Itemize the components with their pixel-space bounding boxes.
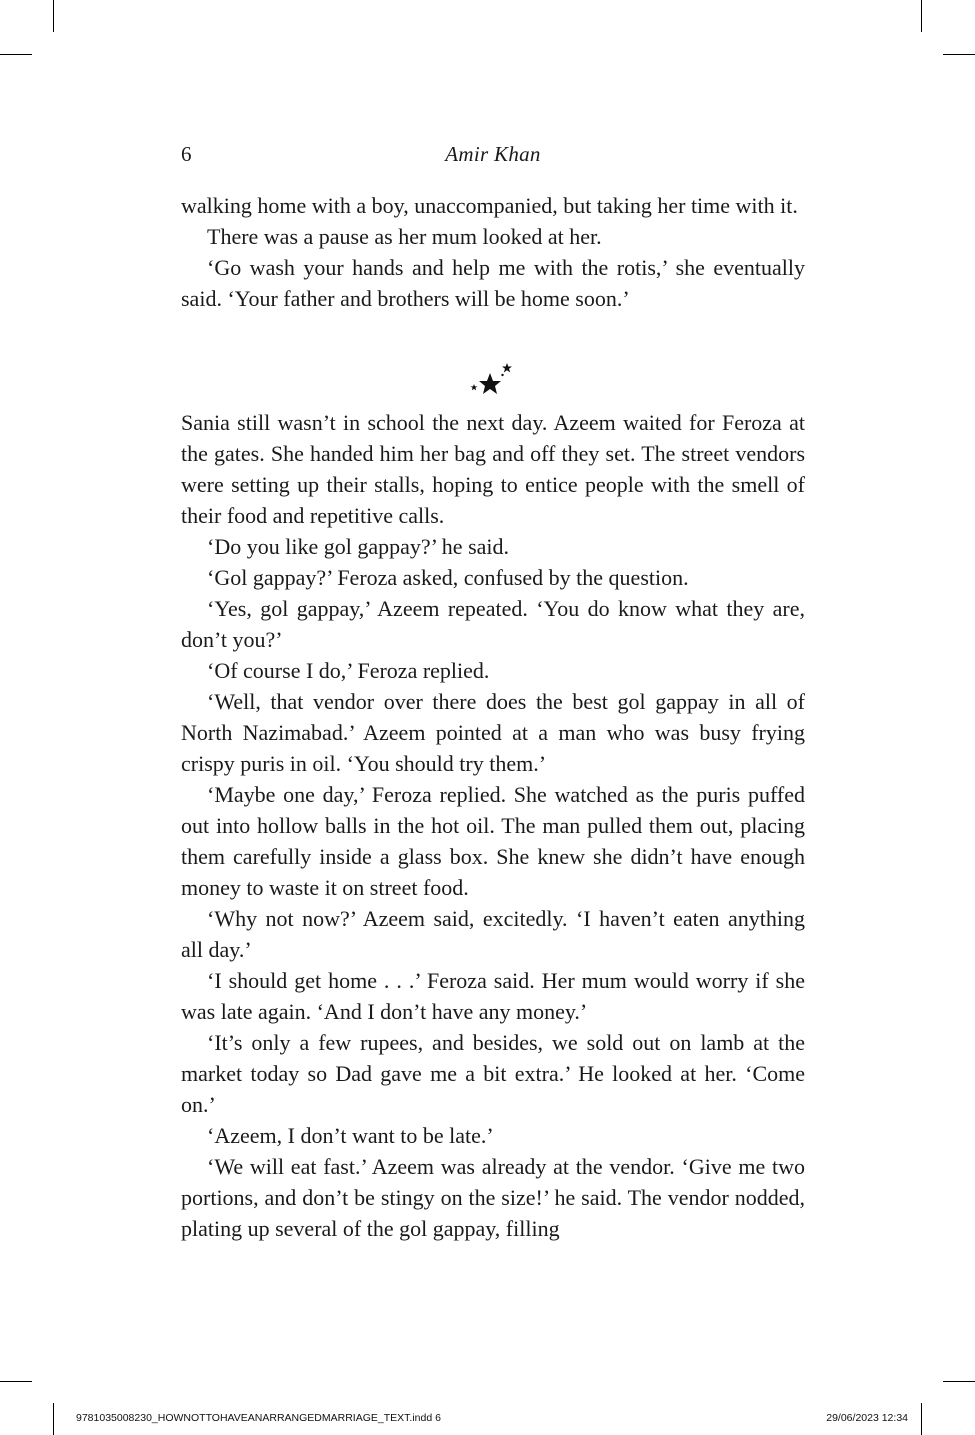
paragraph: ‘It’s only a few rupees, and besides, we sold out on lamb at the market today so Dad gave me a bit extra.’ He looked at her. ‘Come on.’ [181, 1030, 805, 1117]
paragraph: ‘Yes, gol gappay,’ Azeem repeated. ‘You do know what they are, don’t you?’ [181, 596, 805, 652]
page-number: 6 [181, 142, 192, 166]
paragraph: There was a pause as her mum looked at her. [207, 224, 602, 249]
paragraph: ‘We will eat fast.’ Azeem was already at the vendor. ‘Give me two portions, and don’t be stingy on the size!’ he said. The vendor nodded, plating up several of the gol gappay, filling [181, 1154, 805, 1241]
paragraph: ‘Go wash your hands and help me with the rotis,’ she eventually said. ‘Your father and brothers will be home soon.’ [181, 255, 805, 311]
paragraph: ‘Of course I do,’ Feroza replied. [207, 658, 490, 683]
paragraph: ‘Maybe one day,’ Feroza replied. She watched as the puris puffed out into hollow balls in the hot oil. The man pulled them out, placing them carefully inside a glass box. She knew she didn’t have enough money to waste it on street food. [181, 782, 805, 900]
crop-mark-top-left [53, 0, 54, 32]
paragraph: ‘Azeem, I don’t want to be late.’ [207, 1123, 494, 1148]
crop-mark-bottom-right-h [943, 1381, 975, 1382]
paragraph: walking home with a boy, unaccompanied, but taking her time with it. [181, 193, 798, 218]
paragraph: ‘Gol gappay?’ Feroza asked, confused by the question. [207, 565, 689, 590]
stars-ornament-icon [468, 361, 524, 395]
paragraph: ‘Well, that vendor over there does the best gol gappay in all of North Nazimabad.’ Azeem pointed at a man who was busy frying crispy puris in oil. ‘You should try them.’ [181, 689, 805, 776]
running-head [181, 139, 805, 169]
slug-timestamp: 29/06/2023 12:34 [826, 1412, 908, 1424]
paragraph: Sania still wasn’t in school the next day. Azeem waited for Feroza at the gates. She handed him her bag and off they set. The street vendors were setting up their stalls, hoping to entice people with the smell of their food and repetitive calls. [181, 410, 805, 528]
paragraph: ‘Why not now?’ Azeem said, excitedly. ‘I haven’t eaten anything all day.’ [181, 906, 805, 962]
slug-filename: 9781035008230_HOWNOTTOHAVEANARRANGEDMARRIAGE_TEXT.indd 6 [76, 1412, 441, 1424]
running-head-author: Amir Khan [445, 142, 541, 166]
crop-mark-bottom-left [53, 1403, 54, 1435]
paragraph: ‘Do you like gol gappay?’ he said. [207, 534, 510, 559]
crop-mark-bottom-left-h [0, 1381, 32, 1382]
crop-mark-top-left-h [0, 54, 32, 55]
paragraph: ‘I should get home . . .’ Feroza said. Her mum would worry if she was late again. ‘And I don’t have any money.’ [181, 968, 805, 1024]
crop-mark-bottom-right [921, 1403, 922, 1435]
section-two [181, 407, 805, 1244]
crop-mark-top-right [921, 0, 922, 32]
crop-mark-top-right-h [943, 54, 975, 55]
section-one [181, 190, 805, 314]
